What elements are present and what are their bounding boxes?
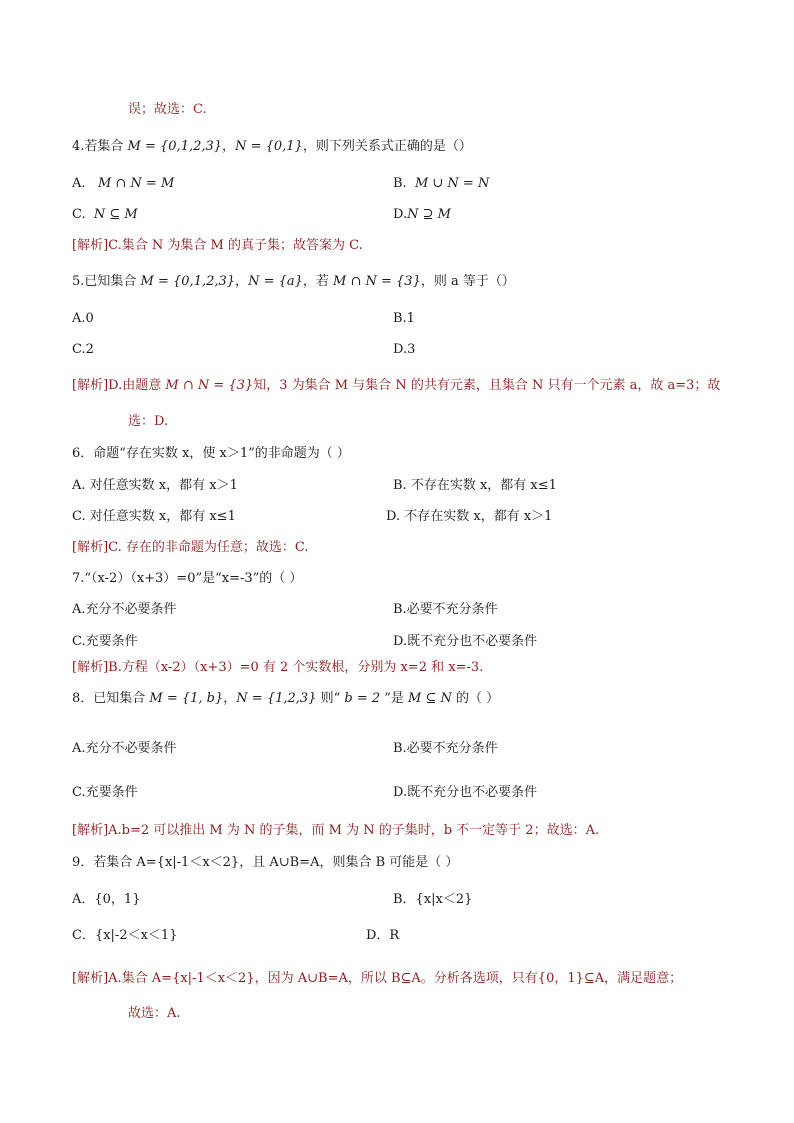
q7-stem: 7.“（x-2）（x+3）=0”是“x=-3”的（ ） <box>72 571 303 586</box>
q5-sep: ， <box>235 274 249 289</box>
q4-option-a-label: A. <box>72 176 86 191</box>
q9-option-d: D．R <box>366 928 400 943</box>
q6-option-b: B. 不存在实数 x，都有 x≤1 <box>393 478 557 493</box>
q4-option-a-text: M ∩ N = M <box>97 176 175 191</box>
q4-set-m: M = {0,1,2,3} <box>127 139 223 154</box>
q7-option-a: A.充分不必要条件 <box>72 602 177 617</box>
q9-stem: 9．若集合 A={x|-1＜x＜2}，且 A∪B=A，则集合 B 可能是（ ） <box>72 855 459 870</box>
q4-option-b-label: B. <box>393 176 407 191</box>
q6-option-a: A. 对任意实数 x，都有 x＞1 <box>72 478 238 493</box>
q7-option-c: C.充要条件 <box>72 634 138 649</box>
q8-set-m: M = {1, b} <box>149 691 224 706</box>
q4-option-c-label: C. <box>72 207 86 222</box>
q8-sep: ， <box>223 691 237 706</box>
q5-option-a: A.0 <box>72 311 94 326</box>
q7-option-d: D.既不充分也不必要条件 <box>393 634 538 649</box>
q5-set-m: M = {0,1,2,3} <box>140 274 236 289</box>
q5-answer <box>72 377 720 395</box>
q8-is: ”是 <box>380 691 409 706</box>
q8-option-c: C.充要条件 <box>72 785 138 800</box>
q4-stem <box>72 138 472 156</box>
q5-answer-cont: 选：D. <box>128 414 169 429</box>
q5-stem-text: 5.已知集合 <box>72 274 141 289</box>
q8-then: 则“ <box>316 691 345 706</box>
q4-sep: ， <box>222 139 236 154</box>
q8-set-n: N = {1,2,3} <box>236 691 317 706</box>
prev-answer-text: 误；故选： <box>128 102 194 117</box>
q9-option-c: C．{x|-2＜x＜1} <box>72 928 178 943</box>
q8-option-a: A.充分不必要条件 <box>72 741 177 756</box>
q9-option-a: A．{0，1} <box>72 892 141 907</box>
q6-stem: 6．命题“存在实数 x，使 x＞1”的非命题为（ ） <box>72 446 350 461</box>
q5-answer-formula: M ∩ N = {3} <box>165 378 254 393</box>
q8-condition: b = 2 <box>344 691 381 706</box>
q4-option-c <box>72 206 138 224</box>
q4-option-c-text: N ⊆ M <box>93 207 138 222</box>
prev-answer-choice: C. <box>193 102 207 117</box>
q8-answer: [解析]A.b=2 可以推出 M 为 N 的子集，而 M 为 N 的子集时，b 不一定等于 2；故选：A. <box>72 823 600 838</box>
q8-stem-text: 8．已知集合 <box>72 691 150 706</box>
q4-stem-text: 4.若集合 <box>72 139 128 154</box>
q6-option-c: C. 对任意实数 x，都有 x≤1 <box>72 509 236 524</box>
q9-option-b: B．{x|x＜2} <box>393 892 473 907</box>
q4-question: ，则下列关系式正确的是（） <box>302 139 472 154</box>
q5-option-b: B.1 <box>393 311 415 326</box>
q5-option-d: D.3 <box>393 342 416 357</box>
q5-answer-prefix: [解析]D.由题意 <box>72 378 166 393</box>
q8-stem <box>72 690 499 708</box>
q4-option-b <box>393 175 489 193</box>
q4-option-b-text: M ∪ N = N <box>414 176 490 191</box>
q4-set-n: N = {0,1} <box>235 139 303 154</box>
q5-intersection: M ∩ N = {3} <box>333 274 421 289</box>
q4-option-d-label: D. <box>393 207 408 222</box>
q4-option-d <box>393 206 451 224</box>
q6-answer: [解析]C. 存在的非命题为任意；故选：C. <box>72 540 309 555</box>
q7-answer: [解析]B.方程（x-2）（x+3）=0 有 2 个实数根，分别为 x=2 和 x=-3. <box>72 660 484 675</box>
q8-question: 的（ ） <box>451 691 500 706</box>
prev-answer-tail <box>128 101 207 119</box>
q8-option-d: D.既不充分也不必要条件 <box>393 785 538 800</box>
q7-option-b: B.必要不充分条件 <box>393 602 498 617</box>
q9-answer-cont: 故选：A. <box>128 1006 181 1021</box>
q5-set-n: N = {a} <box>248 274 303 289</box>
q5-option-c: C.2 <box>72 342 94 357</box>
q8-subset: M ⊆ N <box>408 691 452 706</box>
q5-stem <box>72 273 515 291</box>
q5-question: ，则 a 等于（） <box>420 274 515 289</box>
q4-answer: [解析]C.集合 N 为集合 M 的真子集；故答案为 C. <box>72 238 363 253</box>
q5-answer-text: 知，3 为集合 M 与集合 N 的共有元素，且集合 N 只有一个元素 a，故 a=3；故 <box>253 378 721 393</box>
q4-option-d-text: N ⊇ M <box>407 207 451 222</box>
q4-option-a <box>72 175 174 193</box>
q6-option-d: D. 不存在实数 x，都有 x＞1 <box>386 509 553 524</box>
q8-option-b: B.必要不充分条件 <box>393 741 498 756</box>
q5-sep2: ，若 <box>302 274 334 289</box>
q9-answer: [解析]A.集合 A={x|-1＜x＜2}，因为 A∪B=A，所以 B⊆A。分析各选项，只有{0，1}⊆A，满足题意； <box>72 971 683 986</box>
